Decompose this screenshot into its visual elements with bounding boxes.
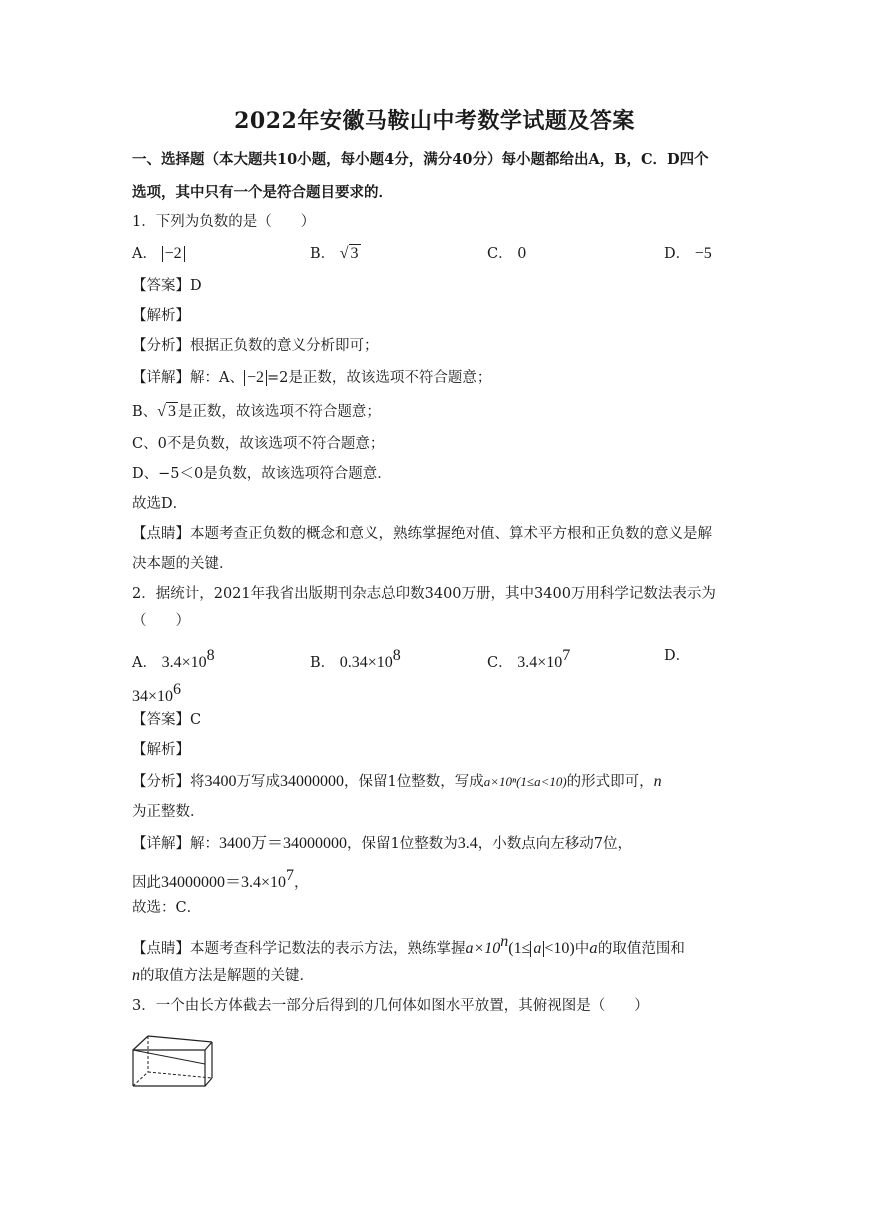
q1-option-b-label: B． — [310, 246, 336, 262]
q1-detail-line — [132, 368, 491, 388]
q2-comment-text2: 中 — [574, 941, 590, 957]
q1-comment-line2: 决本题的关键． — [132, 556, 234, 572]
q2-option-d-base: 34×10 — [132, 688, 174, 705]
q2-option-b — [310, 646, 401, 673]
q1-option-a-value: −2 — [162, 246, 185, 262]
q1-option-a-label: A． — [132, 246, 157, 262]
q2-comment-text1: 【点睛】本题考查科学记数法的表示方法，熟练掌握 — [132, 941, 466, 957]
q2-fenxi-line2: 为正整数． — [132, 804, 205, 820]
q2-comment-form-b: (1≤ — [508, 940, 531, 957]
q2-option-d-exp: 6 — [173, 681, 182, 698]
q2-fenxi-num1: 3400 — [204, 773, 237, 790]
q1-detail-prefix: 【详解】解：A、 — [132, 370, 244, 386]
q2-fenxi-text3: ，保留1位整数，写成 — [344, 774, 484, 790]
q2-comment-form-abs: a — [530, 941, 544, 957]
q2-fenxi-text1: 【分析】将 — [132, 774, 205, 790]
q1-detail-abs: −2 — [244, 370, 267, 386]
q2-fenxi-form: a×10ⁿ(1≤a<10) — [483, 774, 567, 789]
q2-comment-line1 — [132, 932, 685, 959]
q2-option-b-base: 0.34×10 — [339, 654, 393, 671]
q2-option-b-label: B． — [310, 655, 336, 671]
q2-therefore-text2: ， — [294, 875, 309, 891]
q2-option-a-exp: 8 — [206, 647, 215, 664]
q2-comment-form-a: a×10 — [465, 940, 501, 957]
q1-option-b-sqrt: √ 3 — [339, 245, 359, 262]
q2-option-b-exp: 8 — [392, 647, 401, 664]
q2-comment-form-n: n — [500, 933, 509, 950]
q1-fenxi: 【分析】根据正负数的意义分析即可； — [132, 338, 379, 354]
q2-comment-line2 — [132, 966, 314, 986]
q1-c-line: C、0不是负数，故该选项不符合题意； — [132, 436, 385, 452]
q2-answer: 【答案】C — [132, 712, 202, 728]
q1-detail-suffix: =2是正数，故该选项不符合题意； — [267, 370, 492, 386]
q1-b-radicand: 3 — [167, 403, 176, 420]
q2-comment-n: n — [132, 967, 140, 984]
q1-option-c-label: C． — [487, 246, 513, 262]
q2-option-a-base: 3.4×10 — [161, 654, 207, 671]
q1-option-b-radicand: 3 — [350, 245, 359, 262]
q2-fenxi-text4: 的形式即可， — [566, 774, 654, 790]
section-heading-line1: 一、选择题（本大题共10小题，每小题4分，满分40分）每小题都给出A，B，C．D四个 — [132, 151, 709, 168]
q2-choose: 故选：C． — [132, 900, 202, 916]
q1-option-c — [487, 244, 526, 264]
q2-detail-line — [132, 834, 632, 854]
q1-option-c-value: 0 — [517, 246, 527, 262]
q2-option-d — [132, 680, 181, 707]
q2-option-a-label: A． — [132, 655, 157, 671]
q1-option-d-value: −5 — [694, 245, 712, 262]
q1-option-d — [664, 244, 712, 264]
q2-fenxi-text2: 万写成 — [236, 774, 280, 790]
q1-answer: 【答案】D — [132, 278, 202, 294]
q1-option-a — [132, 244, 185, 264]
q2-fenxi-num2: 34000000 — [280, 773, 344, 790]
q1-b-line — [132, 402, 381, 422]
q2-stem: 2．据统计，2021年我省出版期刊杂志总印数3400万册，其中3400万用科学记数法表示为 — [132, 586, 716, 602]
q1-b-prefix: B、 — [132, 404, 158, 420]
q1-b-suffix: 是正数，故该选项不符合题意； — [177, 404, 381, 420]
q2-option-c-exp: 7 — [562, 647, 571, 664]
q2-therefore-eq: 34000000＝3.4×10 — [161, 874, 287, 891]
q2-comment-text4: 的取值方法是解题的关键． — [140, 968, 314, 984]
section-heading-line2: 选项，其中只有一个是符合题目要求的． — [132, 184, 393, 201]
q2-fenxi-n: n — [653, 773, 662, 790]
q2-comment-a: a — [589, 941, 598, 957]
q1-option-b — [310, 244, 361, 264]
q1-option-d-label: D． — [664, 246, 691, 262]
q2-detail-value: 3.4 — [457, 835, 478, 852]
q1-b-sqrt: √ 3 — [157, 403, 176, 420]
q2-stem-bracket: （ ） — [132, 613, 190, 629]
q2-therefore-exp: 7 — [286, 867, 295, 884]
page-title: 2022年安徽马鞍山中考数学试题及答案 — [234, 108, 635, 134]
q2-detail-text3: ，小数点向左移动7位， — [477, 836, 632, 852]
cuboid-figure — [130, 1030, 220, 1088]
q2-therefore-line — [132, 866, 309, 893]
q2-fenxi-line1 — [132, 772, 662, 792]
q1-stem: 1．下列为负数的是（ ） — [132, 214, 316, 230]
q1-d-line: D、−5＜0是负数，故该选项符合题意． — [132, 466, 392, 482]
q2-option-c-label: C． — [487, 655, 513, 671]
q2-option-d-label: D． — [664, 648, 691, 664]
q2-option-c — [487, 646, 570, 673]
q1-comment-line1: 【点睛】本题考查正负数的概念和意义，熟练掌握绝对值、算术平方根和正负数的意义是解 — [132, 526, 712, 542]
q2-comment-text3: 的取值范围和 — [597, 941, 685, 957]
q2-option-a — [132, 646, 215, 673]
q1-choose: 故选D． — [132, 496, 188, 512]
q2-detail-eq: 3400万＝34000000 — [219, 835, 348, 852]
q2-detail-text2: ，保留1位整数为 — [347, 836, 458, 852]
q3-stem: 3．一个由长方体截去一部分后得到的几何体如图水平放置，其俯视图是（ ） — [132, 998, 649, 1014]
q2-option-c-base: 3.4×10 — [517, 654, 563, 671]
q1-analysis-label: 【解析】 — [132, 308, 190, 324]
q2-therefore-text1: 因此 — [132, 875, 161, 891]
q2-analysis-label: 【解析】 — [132, 742, 190, 758]
q2-comment-form-c: <10) — [544, 940, 575, 957]
q2-detail-text1: 【详解】解： — [132, 836, 219, 852]
